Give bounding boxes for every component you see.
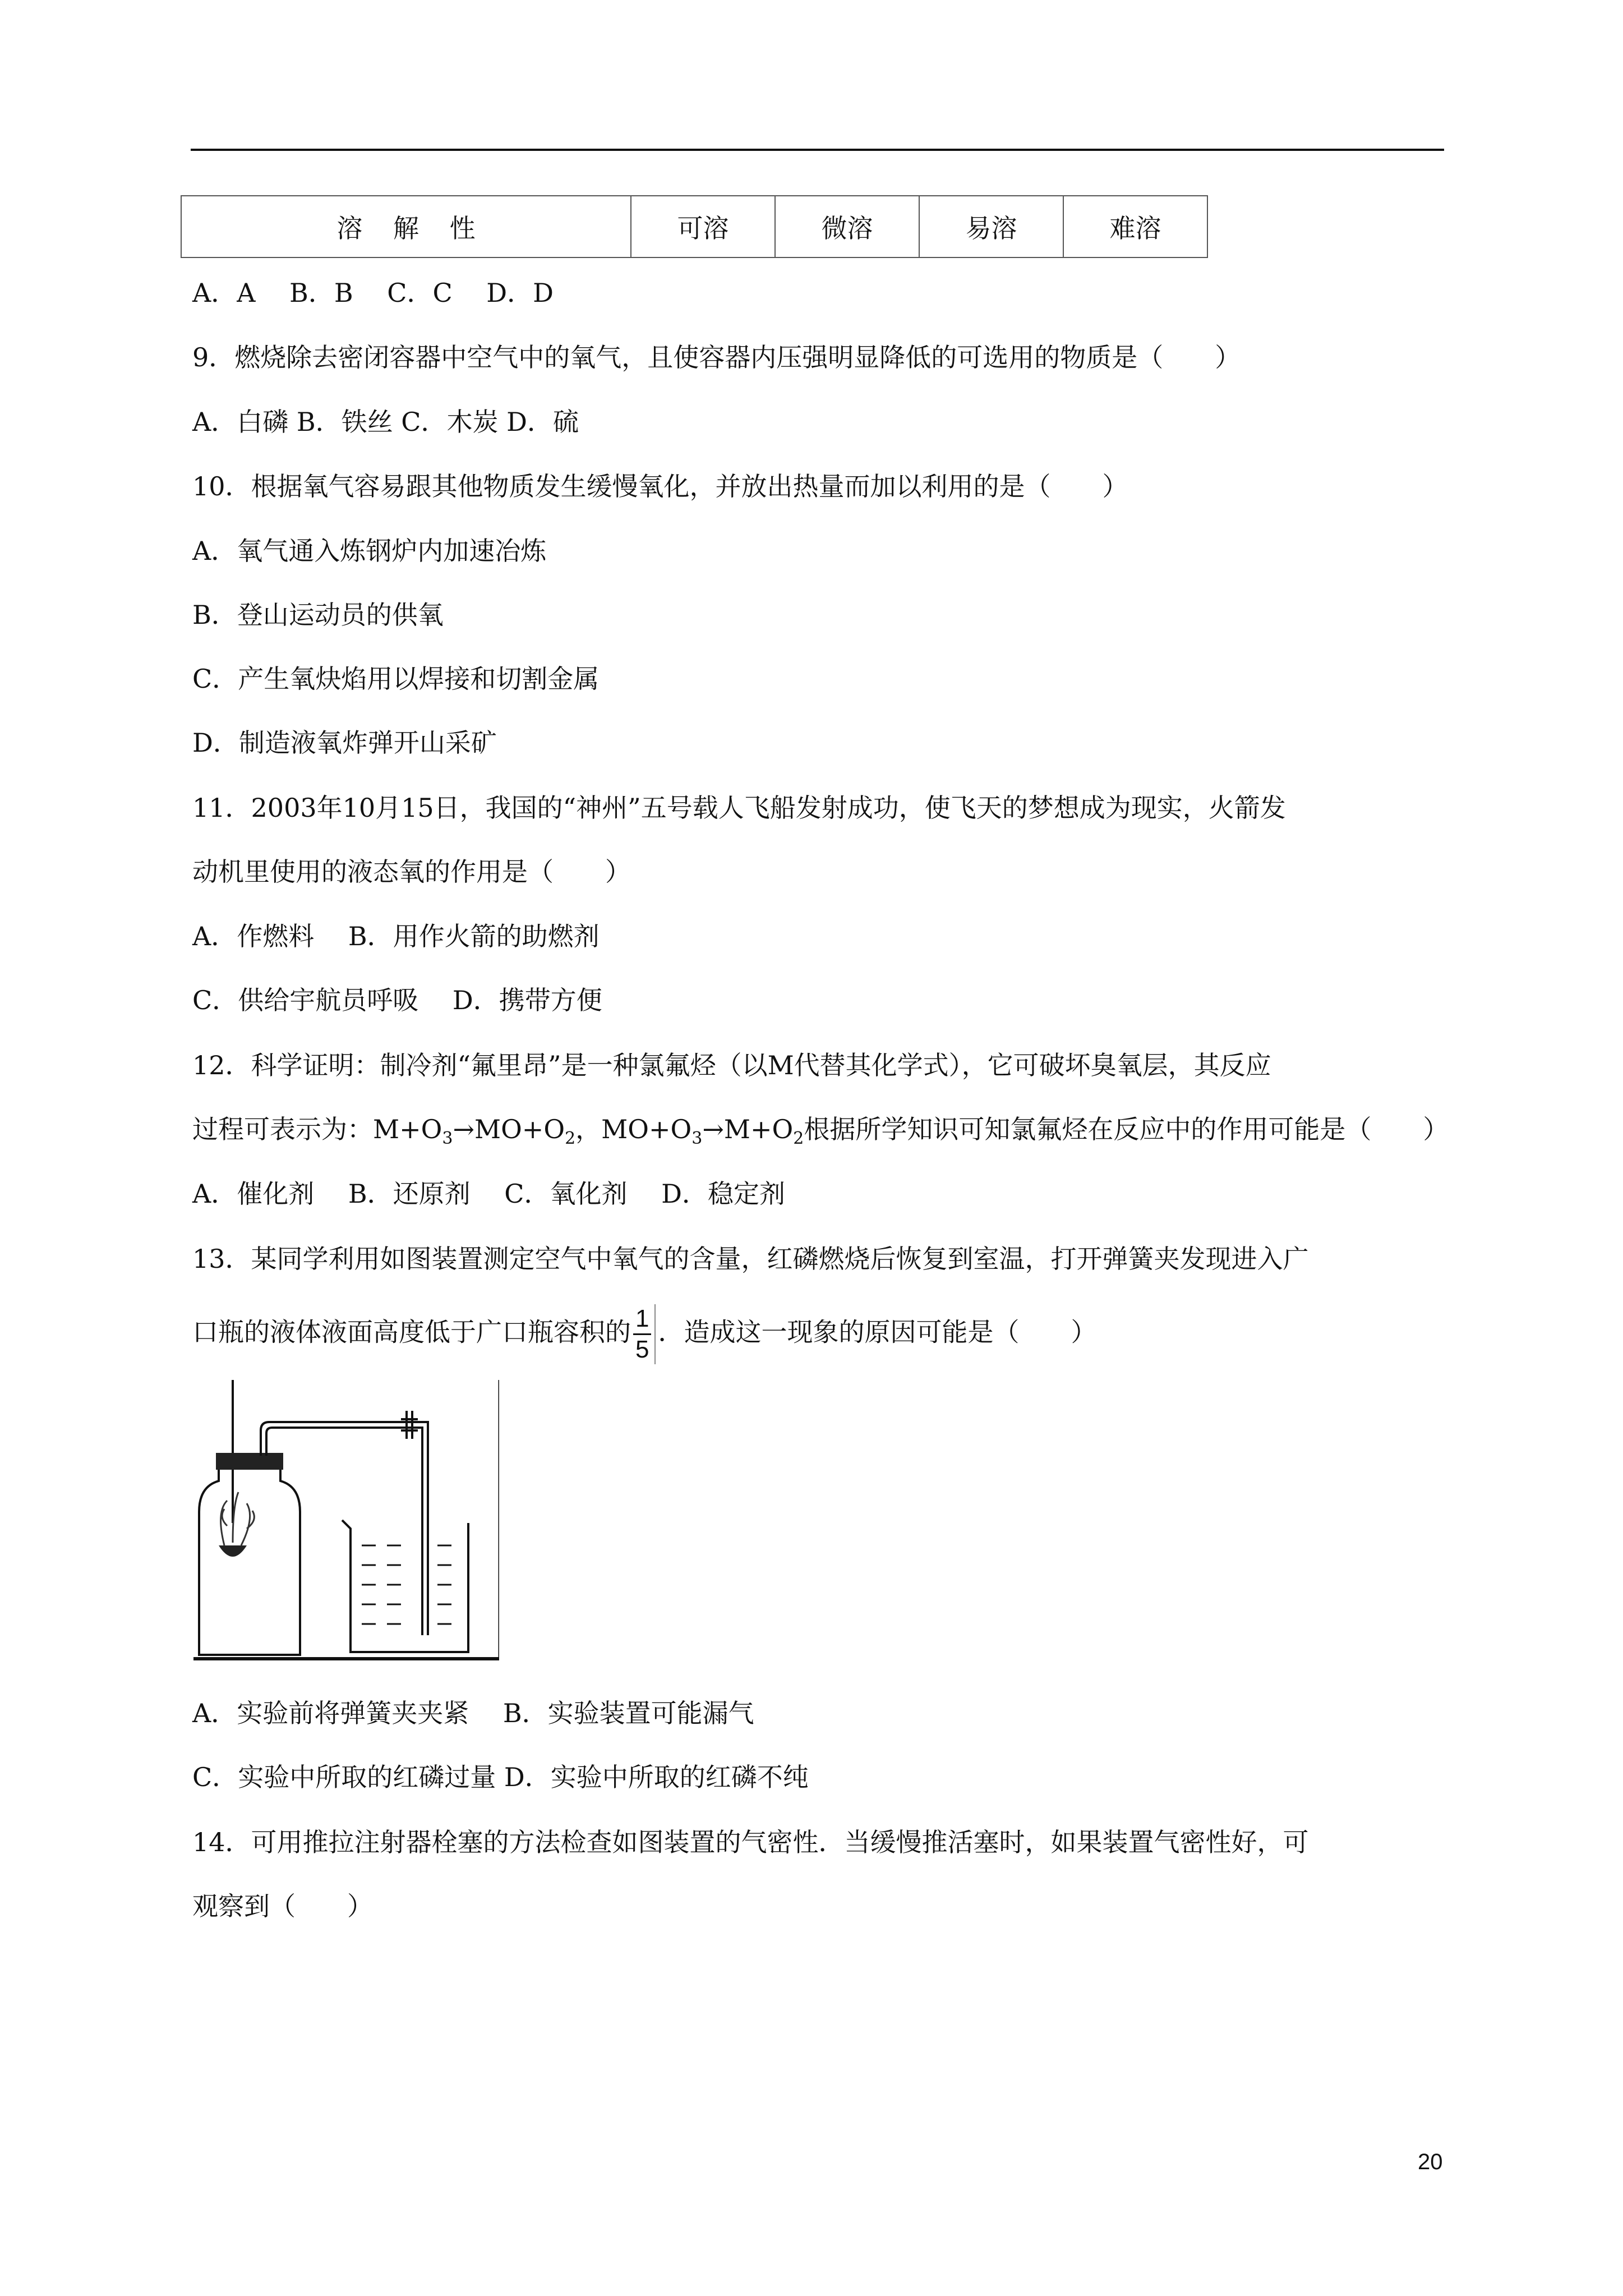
q13-options-line2: C．实验中所取的红磷过量 D．实验中所取的红磷不纯 bbox=[192, 1762, 809, 1792]
q14-stem-line2: 观察到（ ） bbox=[192, 1891, 373, 1921]
table-header-cell: 溶 解 性 bbox=[181, 196, 631, 257]
q9-options: A．白磷 B．铁丝 C．木炭 D．硫 bbox=[192, 407, 579, 437]
table-cell: 易溶 bbox=[919, 196, 1063, 257]
q10-option-d: D．制造液氧炸弹开山采矿 bbox=[192, 728, 497, 758]
q8-options: A．A B．B C．C D．D bbox=[192, 278, 554, 308]
q11-stem-line1: 11．2003年10月15日，我国的“神州”五号载人飞船发射成功，使飞天的梦想成为现实，火箭发 bbox=[192, 793, 1286, 823]
q13-options-line1: A．实验前将弹簧夹夹紧 B．实验装置可能漏气 bbox=[192, 1698, 754, 1728]
q11-stem-line2: 动机里使用的液态氧的作用是（ ） bbox=[192, 857, 631, 887]
q13-stem-line1: 13．某同学利用如图装置测定空气中氧气的含量，红磷燃烧后恢复到室温，打开弹簧夹发现进入广 bbox=[192, 1244, 1309, 1274]
q11-options-line2: C．供给宇航员呼吸 D．携带方便 bbox=[192, 985, 602, 1015]
spring-clip bbox=[401, 1411, 418, 1439]
smoke-lines bbox=[221, 1492, 255, 1545]
q14-stem-line1: 14．可用推拉注射器栓塞的方法检查如图装置的气密性．当缓慢推活塞时，如果装置气密性好，可 bbox=[192, 1827, 1309, 1857]
q10-stem: 10．根据氧气容易跟其他物质发生缓慢氧化，并放出热量而加以利用的是（ ） bbox=[192, 471, 1128, 501]
q10-option-a: A．氧气通入炼钢炉内加速冶炼 bbox=[192, 536, 547, 566]
q11-options-line1: A．作燃料 B．用作火箭的助燃剂 bbox=[192, 921, 600, 951]
page-number: 20 bbox=[1418, 2150, 1443, 2174]
fraction-one-fifth: $\frac{1}{5}$ bbox=[633, 1304, 656, 1364]
q12-options: A．催化剂 B．还原剂 C．氧化剂 D．稳定剂 bbox=[192, 1179, 785, 1209]
combustion-spoon bbox=[219, 1545, 247, 1557]
table-cell: 微溶 bbox=[775, 196, 919, 257]
q12-stem-line1: 12．科学证明：制冷剂“氟里昂”是一种氯氟烃（以M代替其化学式），它可破坏臭氧层，其反应 bbox=[192, 1050, 1271, 1080]
q10-option-c: C．产生氧炔焰用以焊接和切割金属 bbox=[192, 664, 600, 694]
q9-stem: 9．燃烧除去密闭容器中空气中的氧气，且使容器内压强明显降低的可选用的物质是（ ） bbox=[192, 342, 1241, 372]
delivery-tube bbox=[261, 1422, 428, 1635]
table-row bbox=[181, 196, 1207, 257]
wide-mouth-bottle bbox=[199, 1470, 300, 1655]
water-dashes bbox=[362, 1545, 451, 1624]
solubility-table bbox=[181, 195, 1208, 258]
beaker bbox=[342, 1520, 468, 1652]
q13-stem-line2: 口瓶的液体液面高度低于广口瓶容积的 $\frac{1}{5}$ ．造成这一现象的原因可能是（ ） bbox=[192, 1305, 1097, 1363]
q10-option-b: B．登山运动员的供氧 bbox=[192, 600, 444, 630]
q12-stem-line2: 过程可表示为：$M+O_3\to MO+O_2$，$MO+O_3\to M+O_2$根据所学知识可知氯氟烃在反应中的作用可能是（ ） bbox=[192, 1114, 1449, 1149]
apparatus-figure bbox=[193, 1377, 499, 1663]
table-cell: 可溶 bbox=[631, 196, 775, 257]
stopper bbox=[216, 1453, 283, 1470]
header-rule bbox=[191, 149, 1444, 151]
table-cell: 难溶 bbox=[1063, 196, 1207, 257]
